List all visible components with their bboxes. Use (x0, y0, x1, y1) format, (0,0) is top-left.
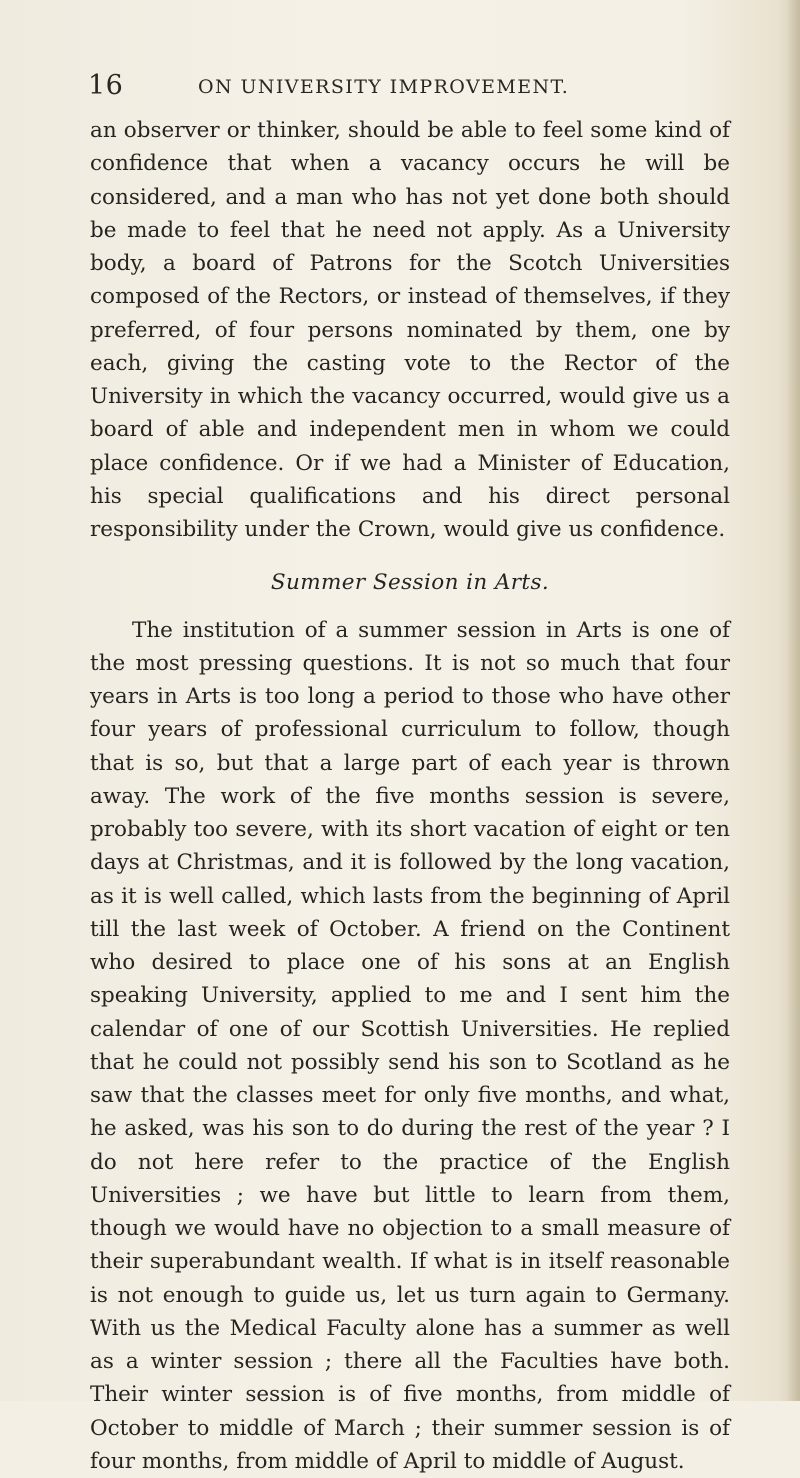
page-edge-shadow (786, 0, 800, 1401)
section-heading: Summer Session in Arts. (90, 566, 730, 599)
page-header (88, 70, 726, 106)
page-body (90, 114, 730, 1478)
running-title: ON UNIVERSITY IMPROVEMENT. (198, 76, 569, 98)
page-number: 16 (88, 70, 123, 101)
paragraph-continued: an observer or thinker, should be able to feel some kind of confidence that when a vacancy occurs he will be considered, and a man who has not yet done both should be made to feel that he need not apply. As a University body, a board of Patrons for the Scotch Universities composed of the Rectors, or instead of themselves, if they preferred, of four persons nominated by them, one by each, giving the casting vote to the Rector of the University in which the vacancy occurred, would give us a board of able and independent men in whom we could place confidence. Or if we had a Minister of Education, his special qualifications and his direct personal responsibility under the Crown, would give us confidence. (90, 114, 730, 546)
section-paragraph: The institution of a summer session in Arts is one of the most pressing questions. It is not so much that four years in Arts is too long a period to those who have other four years of professional curriculum to follow, though that is so, but that a large part of each year is thrown away. The work of the five months session is severe, probably too severe, with its short vacation of eight or ten days at Christmas, and it is followed by the long vacation, as it is well called, which lasts from the beginning of April till the last week of October. A friend on the Continent who desired to place one of his sons at an English speaking University, applied to me and I sent him the calendar of one of our Scottish Universities. He replied that he could not possibly send his son to Scotland as he saw that the classes meet for only five months, and what, he asked, was his son to do during the rest of the year ? I do not here refer to the practice of the English Universities ; we have but little to learn from them, though we would have no objection to a small measure of their superabundant wealth. If what is in itself reasonable is not enough to guide us, let us turn again to Germany. With us the Medical Faculty alone has a summer as well as a winter session ; there all the Faculties have both. Their winter session is of five months, from middle of October to middle of March ; their summer session is of four months, from middle of April to middle of August. (90, 614, 730, 1478)
